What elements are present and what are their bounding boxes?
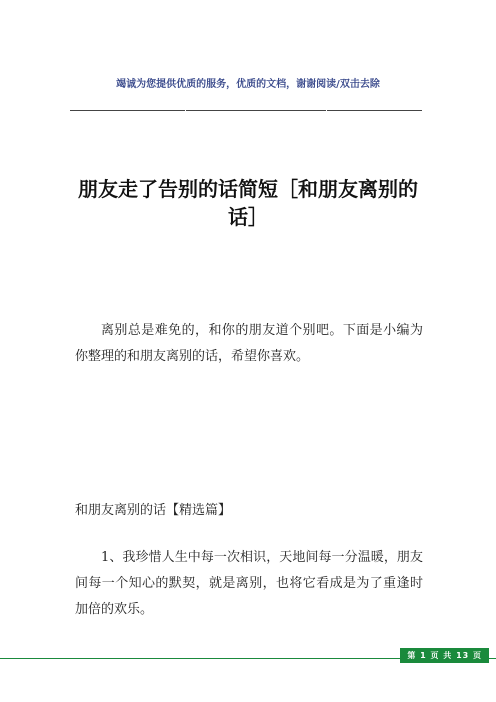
section-heading: 和朋友离别的话【精选篇】: [75, 503, 232, 518]
list-item: 1、我珍惜人生中每一次相识，天地间每一分温暖，朋友间每一个知心的默契，就是离别，也将它看成是为了重逢时加倍的欢乐。: [75, 550, 423, 617]
header-rule-middle: [186, 110, 326, 111]
document-title: 朋友走了告别的话简短［和朋友离别的话］: [78, 177, 418, 229]
header-note: 竭诚为您提供优质的服务，优质的文档，谢谢阅读/双击去除: [116, 79, 380, 90]
page-indicator-badge: 第 1 页 共 13 页: [400, 648, 489, 663]
header-rule-left: [70, 110, 185, 111]
intro-paragraph: 离别总是难免的，和你的朋友道个别吧。下面是小编为你整理的和朋友离别的话，希望你喜欢。: [75, 323, 423, 364]
header-rule-right: [327, 110, 422, 111]
